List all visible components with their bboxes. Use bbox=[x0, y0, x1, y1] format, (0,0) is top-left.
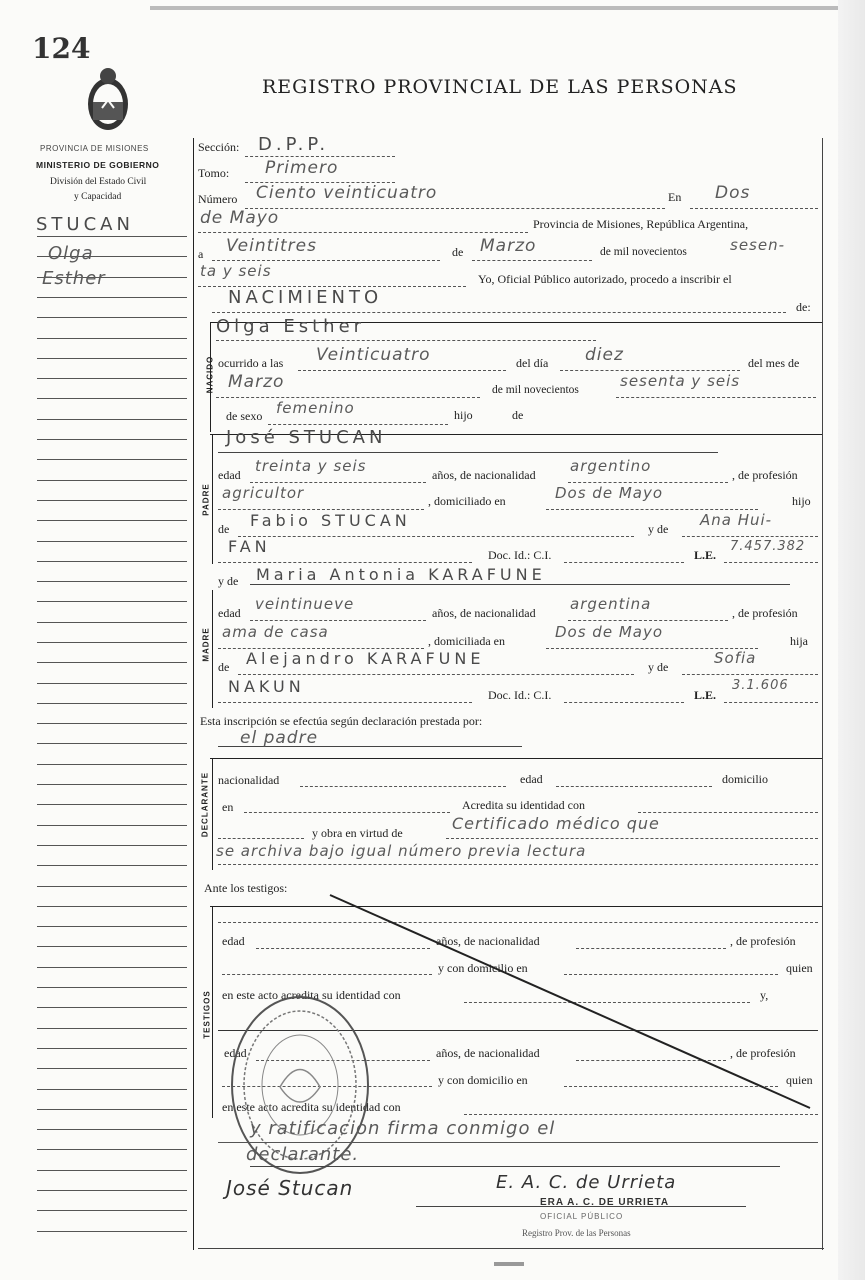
label-le-madre: L.E. bbox=[694, 688, 717, 702]
value-a-dia: Veintitres bbox=[226, 236, 317, 256]
value-mes-nac: Marzo bbox=[228, 372, 285, 392]
label-de-padre: de bbox=[512, 408, 524, 422]
signature-oficial: E. A. C. de Urrieta bbox=[496, 1172, 677, 1193]
label-domicilio-decl: domicilio bbox=[722, 772, 768, 786]
label-ocurrido: ocurrido a las bbox=[218, 356, 284, 370]
label-y-obra: y obra en virtud de bbox=[312, 826, 403, 840]
org-line-4: y Capacidad bbox=[74, 192, 122, 202]
label-y-t1: y, bbox=[760, 988, 769, 1002]
label-profesion-t2: , de profesión bbox=[730, 1046, 796, 1060]
label-provincia: Provincia de Misiones, República Argentina, bbox=[533, 217, 749, 231]
tag-madre: MADRE bbox=[201, 627, 211, 662]
stamp-line-2: OFICIAL PÚBLICO bbox=[540, 1212, 624, 1221]
label-nacionalidad-decl: nacionalidad bbox=[218, 773, 280, 787]
label-quien-t2: quien bbox=[786, 1073, 813, 1087]
label-declaracion: Esta inscripción se efectúa según declaración prestada por: bbox=[200, 714, 483, 728]
label-en-decl: en bbox=[222, 800, 234, 814]
label-tomo: Tomo: bbox=[198, 166, 230, 180]
value-padre-prof: agricultor bbox=[222, 484, 305, 502]
label-de-mil-nov: de mil novecientos bbox=[492, 384, 579, 396]
value-en: Dos bbox=[715, 183, 751, 203]
bottom-mark bbox=[494, 1262, 524, 1266]
label-seccion: Sección: bbox=[198, 140, 240, 154]
value-seccion: D.P.P. bbox=[258, 134, 330, 155]
margin-given-name-1: Olga bbox=[48, 243, 94, 264]
value-padre-madre: Ana Hui- bbox=[700, 511, 773, 529]
tag-padre: PADRE bbox=[201, 483, 211, 516]
label-y-de-madre: y de bbox=[218, 574, 239, 588]
header-title: REGISTRO PROVINCIAL DE LAS PERSONAS bbox=[262, 76, 738, 98]
value-madre-nombre: Maria Antonia KARAFUNE bbox=[256, 565, 546, 584]
label-a: a bbox=[198, 247, 204, 261]
label-domicilio-t1: y con domicilio en bbox=[438, 961, 528, 975]
value-padre-edad: treinta y seis bbox=[255, 457, 367, 475]
value-hijo-de: José STUCAN bbox=[226, 427, 387, 448]
label-ante-testigos: Ante los testigos: bbox=[204, 881, 288, 895]
stamp-line-3: Registro Prov. de las Personas bbox=[522, 1228, 631, 1238]
label-mil-novecientos: de mil novecientos bbox=[600, 246, 687, 258]
value-hora: Veinticuatro bbox=[316, 345, 431, 365]
signature-declarante: José Stucan bbox=[226, 1176, 354, 1200]
label-en: En bbox=[668, 190, 682, 204]
label-yo-oficial: Yo, Oficial Público autorizado, procedo a inscribir el bbox=[478, 272, 732, 286]
org-line-2: MINISTERIO DE GOBIERNO bbox=[36, 160, 160, 170]
tag-nacido: NACIDO bbox=[205, 355, 215, 394]
label-domiciliada-en: , domiciliada en bbox=[428, 634, 505, 648]
value-declarante: el padre bbox=[240, 728, 319, 748]
value-nombre: Olga Esther bbox=[216, 316, 366, 337]
value-madre-le: 3.1.606 bbox=[732, 678, 789, 693]
stamp-line-1: ERA A. C. DE URRIETA bbox=[540, 1197, 670, 1208]
label-acredita: Acredita su identidad con bbox=[462, 798, 585, 812]
value-anio: sesen- bbox=[730, 236, 786, 254]
label-de-padre-2: de bbox=[218, 522, 230, 536]
value-anio-2: ta y seis bbox=[200, 262, 272, 280]
label-acredita-t2: en este acto acredita su identidad con bbox=[222, 1100, 401, 1114]
value-anio-nac: sesenta y seis bbox=[620, 372, 741, 390]
label-anios-nac-madre: años, de nacionalidad bbox=[432, 606, 536, 620]
label-anios-nac-t1: años, de nacionalidad bbox=[436, 934, 540, 948]
value-tomo: Primero bbox=[265, 158, 339, 178]
label-domicilio-t2: y con domicilio en bbox=[438, 1073, 528, 1087]
label-domiciliado-en: , domiciliado en bbox=[428, 494, 506, 508]
label-doc-id-madre: Doc. Id.: C.I. bbox=[488, 688, 552, 702]
label-de-mes: de bbox=[452, 245, 464, 259]
label-del-mes-de: del mes de bbox=[748, 356, 800, 370]
value-madre-madre-2: NAKUN bbox=[228, 677, 305, 696]
value-padre-dom: Dos de Mayo bbox=[555, 484, 664, 502]
label-anios-nac-t2: años, de nacionalidad bbox=[436, 1046, 540, 1060]
org-line-1: PROVINCIA DE MISIONES bbox=[40, 144, 149, 153]
value-padre-nac: argentino bbox=[570, 457, 652, 475]
value-madre-hija-de: Alejandro KARAFUNE bbox=[246, 649, 485, 668]
label-acredita-t1: en este acto acredita su identidad con bbox=[222, 988, 401, 1002]
margin-surname: STUCAN bbox=[36, 214, 134, 235]
label-de-madre-2: de bbox=[218, 660, 230, 674]
label-edad-t1: edad bbox=[222, 934, 245, 948]
value-madre-madre: Sofia bbox=[714, 649, 757, 667]
value-padre-le: 7.457.382 bbox=[730, 539, 806, 554]
value-padre-madre-2: FAN bbox=[228, 537, 271, 556]
label-y-de-padre: y de bbox=[648, 522, 669, 536]
value-sexo: femenino bbox=[276, 399, 355, 417]
label-edad-decl: edad bbox=[520, 772, 543, 786]
margin-given-name-2: Esther bbox=[42, 268, 106, 289]
value-tipo-acta: NACIMIENTO bbox=[228, 287, 383, 308]
tag-testigos: TESTIGOS bbox=[202, 990, 212, 1039]
label-profesion-madre: , de profesión bbox=[732, 606, 798, 620]
org-line-3: División del Estado Civil bbox=[50, 177, 147, 187]
label-le-padre: L.E. bbox=[694, 548, 717, 562]
value-cierre-2: declarante. bbox=[246, 1144, 360, 1165]
value-cierre-1: y ratificacion firma conmigo el bbox=[250, 1118, 556, 1139]
value-numero: Ciento veinticuatro bbox=[256, 183, 438, 203]
label-y-de-madre-2: y de bbox=[648, 660, 669, 674]
label-hijo-padre: hijo bbox=[792, 494, 811, 508]
value-dia: diez bbox=[585, 345, 624, 365]
label-doc-id-padre: Doc. Id.: C.I. bbox=[488, 548, 552, 562]
value-obra-1: Certificado médico que bbox=[452, 814, 660, 833]
value-padre-hijo-de: Fabio STUCAN bbox=[250, 511, 411, 530]
value-madre-nac: argentina bbox=[570, 595, 652, 613]
value-lugar2: de Mayo bbox=[200, 208, 280, 228]
label-edad-madre: edad bbox=[218, 606, 241, 620]
label-de-colon: de: bbox=[796, 300, 811, 314]
value-obra-2: se archiva bajo igual número previa lectura bbox=[216, 842, 587, 860]
value-mes: Marzo bbox=[480, 236, 537, 256]
label-de-sexo: de sexo bbox=[226, 409, 263, 423]
label-hija: hija bbox=[790, 634, 808, 648]
label-numero: Número bbox=[198, 192, 238, 206]
label-quien-t1: quien bbox=[786, 961, 813, 975]
value-madre-dom: Dos de Mayo bbox=[555, 623, 664, 641]
label-profesion-padre: , de profesión bbox=[732, 468, 798, 482]
label-anios-nac-padre: años, de nacionalidad bbox=[432, 468, 536, 482]
tag-declarante: DECLARANTE bbox=[200, 771, 210, 838]
label-hijo: hijo bbox=[454, 408, 473, 422]
label-edad-padre: edad bbox=[218, 468, 241, 482]
label-del-dia: del día bbox=[516, 356, 549, 370]
value-madre-prof: ama de casa bbox=[222, 623, 329, 641]
value-madre-edad: veintinueve bbox=[255, 595, 355, 613]
label-edad-t2: edad bbox=[224, 1046, 247, 1060]
page-number: 124 bbox=[32, 32, 91, 65]
label-profesion-t1: , de profesión bbox=[730, 934, 796, 948]
